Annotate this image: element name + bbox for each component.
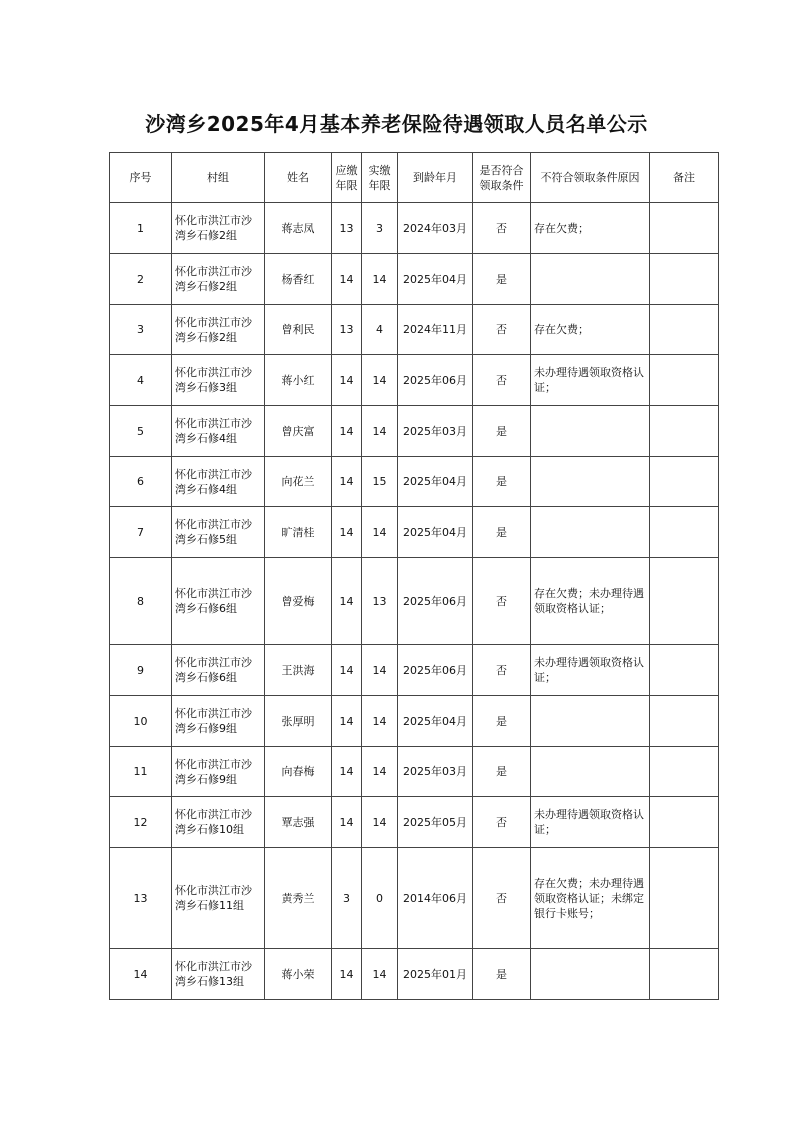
cell-reason: 未办理待遇领取资格认证； bbox=[531, 355, 650, 406]
header-age-date: 到龄年月 bbox=[398, 153, 473, 203]
cell-name: 旷清桂 bbox=[265, 507, 332, 558]
cell-reason bbox=[531, 254, 650, 305]
cell-reason bbox=[531, 507, 650, 558]
cell-age-date: 2025年04月 bbox=[398, 507, 473, 558]
table-row bbox=[110, 747, 719, 797]
cell-name: 王洪海 bbox=[265, 645, 332, 696]
header-row bbox=[110, 153, 719, 203]
cell-village: 怀化市洪江市沙湾乡石修6组 bbox=[172, 645, 265, 696]
cell-reason bbox=[531, 696, 650, 747]
cell-actual-years: 3 bbox=[362, 203, 398, 254]
cell-actual-years: 13 bbox=[362, 558, 398, 645]
cell-note bbox=[650, 797, 719, 848]
cell-required-years: 13 bbox=[332, 203, 362, 254]
cell-name: 覃志强 bbox=[265, 797, 332, 848]
cell-required-years: 14 bbox=[332, 747, 362, 797]
cell-age-date: 2024年11月 bbox=[398, 305, 473, 355]
cell-reason: 存在欠费；未办理待遇领取资格认证； bbox=[531, 558, 650, 645]
cell-name: 杨香红 bbox=[265, 254, 332, 305]
cell-note bbox=[650, 355, 719, 406]
roster-body bbox=[110, 203, 719, 1000]
cell-note bbox=[650, 696, 719, 747]
cell-required-years: 3 bbox=[332, 848, 362, 949]
cell-seq: 14 bbox=[110, 949, 172, 1000]
cell-seq: 5 bbox=[110, 406, 172, 457]
header-note: 备注 bbox=[650, 153, 719, 203]
cell-note bbox=[650, 747, 719, 797]
cell-note bbox=[650, 645, 719, 696]
cell-name: 曾庆富 bbox=[265, 406, 332, 457]
cell-seq: 8 bbox=[110, 558, 172, 645]
cell-required-years: 14 bbox=[332, 645, 362, 696]
header-seq: 序号 bbox=[110, 153, 172, 203]
header-actual-years: 实缴年限 bbox=[362, 153, 398, 203]
table-row bbox=[110, 558, 719, 645]
cell-note bbox=[650, 457, 719, 507]
cell-village: 怀化市洪江市沙湾乡石修10组 bbox=[172, 797, 265, 848]
table-row bbox=[110, 254, 719, 305]
cell-actual-years: 14 bbox=[362, 949, 398, 1000]
cell-reason: 未办理待遇领取资格认证； bbox=[531, 797, 650, 848]
cell-actual-years: 0 bbox=[362, 848, 398, 949]
cell-village: 怀化市洪江市沙湾乡石修11组 bbox=[172, 848, 265, 949]
cell-reason: 存在欠费； bbox=[531, 305, 650, 355]
cell-seq: 6 bbox=[110, 457, 172, 507]
table-row bbox=[110, 797, 719, 848]
cell-required-years: 14 bbox=[332, 558, 362, 645]
cell-name: 曾利民 bbox=[265, 305, 332, 355]
cell-age-date: 2025年04月 bbox=[398, 254, 473, 305]
cell-eligible: 是 bbox=[473, 696, 531, 747]
cell-reason bbox=[531, 457, 650, 507]
cell-actual-years: 14 bbox=[362, 254, 398, 305]
cell-note bbox=[650, 254, 719, 305]
cell-eligible: 是 bbox=[473, 457, 531, 507]
cell-age-date: 2025年03月 bbox=[398, 406, 473, 457]
table-row bbox=[110, 507, 719, 558]
cell-required-years: 13 bbox=[332, 305, 362, 355]
cell-village: 怀化市洪江市沙湾乡石修5组 bbox=[172, 507, 265, 558]
table-row bbox=[110, 355, 719, 406]
cell-village: 怀化市洪江市沙湾乡石修2组 bbox=[172, 254, 265, 305]
cell-reason bbox=[531, 406, 650, 457]
cell-required-years: 14 bbox=[332, 406, 362, 457]
cell-required-years: 14 bbox=[332, 507, 362, 558]
cell-seq: 4 bbox=[110, 355, 172, 406]
cell-seq: 1 bbox=[110, 203, 172, 254]
cell-village: 怀化市洪江市沙湾乡石修3组 bbox=[172, 355, 265, 406]
cell-age-date: 2024年03月 bbox=[398, 203, 473, 254]
cell-village: 怀化市洪江市沙湾乡石修13组 bbox=[172, 949, 265, 1000]
cell-required-years: 14 bbox=[332, 949, 362, 1000]
cell-village: 怀化市洪江市沙湾乡石修2组 bbox=[172, 203, 265, 254]
cell-age-date: 2025年06月 bbox=[398, 558, 473, 645]
cell-eligible: 是 bbox=[473, 254, 531, 305]
cell-note bbox=[650, 203, 719, 254]
cell-name: 向春梅 bbox=[265, 747, 332, 797]
cell-note bbox=[650, 305, 719, 355]
cell-eligible: 是 bbox=[473, 949, 531, 1000]
cell-actual-years: 4 bbox=[362, 305, 398, 355]
cell-required-years: 14 bbox=[332, 457, 362, 507]
cell-reason: 存在欠费；未办理待遇领取资格认证；未绑定银行卡账号； bbox=[531, 848, 650, 949]
cell-actual-years: 14 bbox=[362, 747, 398, 797]
table-row bbox=[110, 645, 719, 696]
cell-eligible: 否 bbox=[473, 305, 531, 355]
cell-eligible: 是 bbox=[473, 406, 531, 457]
cell-reason: 未办理待遇领取资格认证； bbox=[531, 645, 650, 696]
header-village: 村组 bbox=[172, 153, 265, 203]
header-name: 姓名 bbox=[265, 153, 332, 203]
header-required-years: 应缴年限 bbox=[332, 153, 362, 203]
header-reason: 不符合领取条件原因 bbox=[531, 153, 650, 203]
table-row bbox=[110, 406, 719, 457]
cell-actual-years: 14 bbox=[362, 355, 398, 406]
cell-village: 怀化市洪江市沙湾乡石修6组 bbox=[172, 558, 265, 645]
cell-age-date: 2025年03月 bbox=[398, 747, 473, 797]
cell-name: 蒋小红 bbox=[265, 355, 332, 406]
cell-age-date: 2025年04月 bbox=[398, 457, 473, 507]
cell-village: 怀化市洪江市沙湾乡石修2组 bbox=[172, 305, 265, 355]
cell-eligible: 否 bbox=[473, 355, 531, 406]
table-row bbox=[110, 696, 719, 747]
cell-name: 张厚明 bbox=[265, 696, 332, 747]
cell-required-years: 14 bbox=[332, 254, 362, 305]
cell-eligible: 否 bbox=[473, 203, 531, 254]
cell-age-date: 2025年06月 bbox=[398, 355, 473, 406]
cell-required-years: 14 bbox=[332, 696, 362, 747]
cell-reason: 存在欠费； bbox=[531, 203, 650, 254]
cell-reason bbox=[531, 747, 650, 797]
table-row bbox=[110, 203, 719, 254]
cell-note bbox=[650, 507, 719, 558]
cell-village: 怀化市洪江市沙湾乡石修4组 bbox=[172, 406, 265, 457]
cell-actual-years: 14 bbox=[362, 797, 398, 848]
cell-seq: 7 bbox=[110, 507, 172, 558]
cell-name: 蒋小荣 bbox=[265, 949, 332, 1000]
cell-seq: 3 bbox=[110, 305, 172, 355]
cell-age-date: 2025年01月 bbox=[398, 949, 473, 1000]
cell-note bbox=[650, 848, 719, 949]
cell-name: 黄秀兰 bbox=[265, 848, 332, 949]
cell-seq: 9 bbox=[110, 645, 172, 696]
cell-note bbox=[650, 406, 719, 457]
cell-eligible: 否 bbox=[473, 645, 531, 696]
page-title: 沙湾乡2025年4月基本养老保险待遇领取人员名单公示 bbox=[145, 112, 648, 136]
cell-actual-years: 14 bbox=[362, 406, 398, 457]
cell-village: 怀化市洪江市沙湾乡石修9组 bbox=[172, 747, 265, 797]
cell-actual-years: 14 bbox=[362, 645, 398, 696]
cell-actual-years: 14 bbox=[362, 507, 398, 558]
cell-eligible: 否 bbox=[473, 797, 531, 848]
pension-roster-table bbox=[109, 152, 719, 1000]
cell-seq: 11 bbox=[110, 747, 172, 797]
cell-seq: 12 bbox=[110, 797, 172, 848]
cell-name: 曾爱梅 bbox=[265, 558, 332, 645]
cell-eligible: 是 bbox=[473, 747, 531, 797]
cell-name: 蒋志凤 bbox=[265, 203, 332, 254]
cell-note bbox=[650, 949, 719, 1000]
table-row bbox=[110, 305, 719, 355]
cell-age-date: 2014年06月 bbox=[398, 848, 473, 949]
cell-name: 向花兰 bbox=[265, 457, 332, 507]
cell-village: 怀化市洪江市沙湾乡石修4组 bbox=[172, 457, 265, 507]
table-row bbox=[110, 848, 719, 949]
cell-seq: 2 bbox=[110, 254, 172, 305]
cell-eligible: 否 bbox=[473, 558, 531, 645]
cell-age-date: 2025年05月 bbox=[398, 797, 473, 848]
cell-eligible: 是 bbox=[473, 507, 531, 558]
table-row bbox=[110, 457, 719, 507]
cell-seq: 13 bbox=[110, 848, 172, 949]
cell-reason bbox=[531, 949, 650, 1000]
cell-note bbox=[650, 558, 719, 645]
cell-age-date: 2025年06月 bbox=[398, 645, 473, 696]
cell-required-years: 14 bbox=[332, 355, 362, 406]
table-row bbox=[110, 949, 719, 1000]
cell-seq: 10 bbox=[110, 696, 172, 747]
cell-village: 怀化市洪江市沙湾乡石修9组 bbox=[172, 696, 265, 747]
cell-age-date: 2025年04月 bbox=[398, 696, 473, 747]
cell-eligible: 否 bbox=[473, 848, 531, 949]
cell-actual-years: 14 bbox=[362, 696, 398, 747]
header-eligible: 是否符合领取条件 bbox=[473, 153, 531, 203]
cell-actual-years: 15 bbox=[362, 457, 398, 507]
cell-required-years: 14 bbox=[332, 797, 362, 848]
